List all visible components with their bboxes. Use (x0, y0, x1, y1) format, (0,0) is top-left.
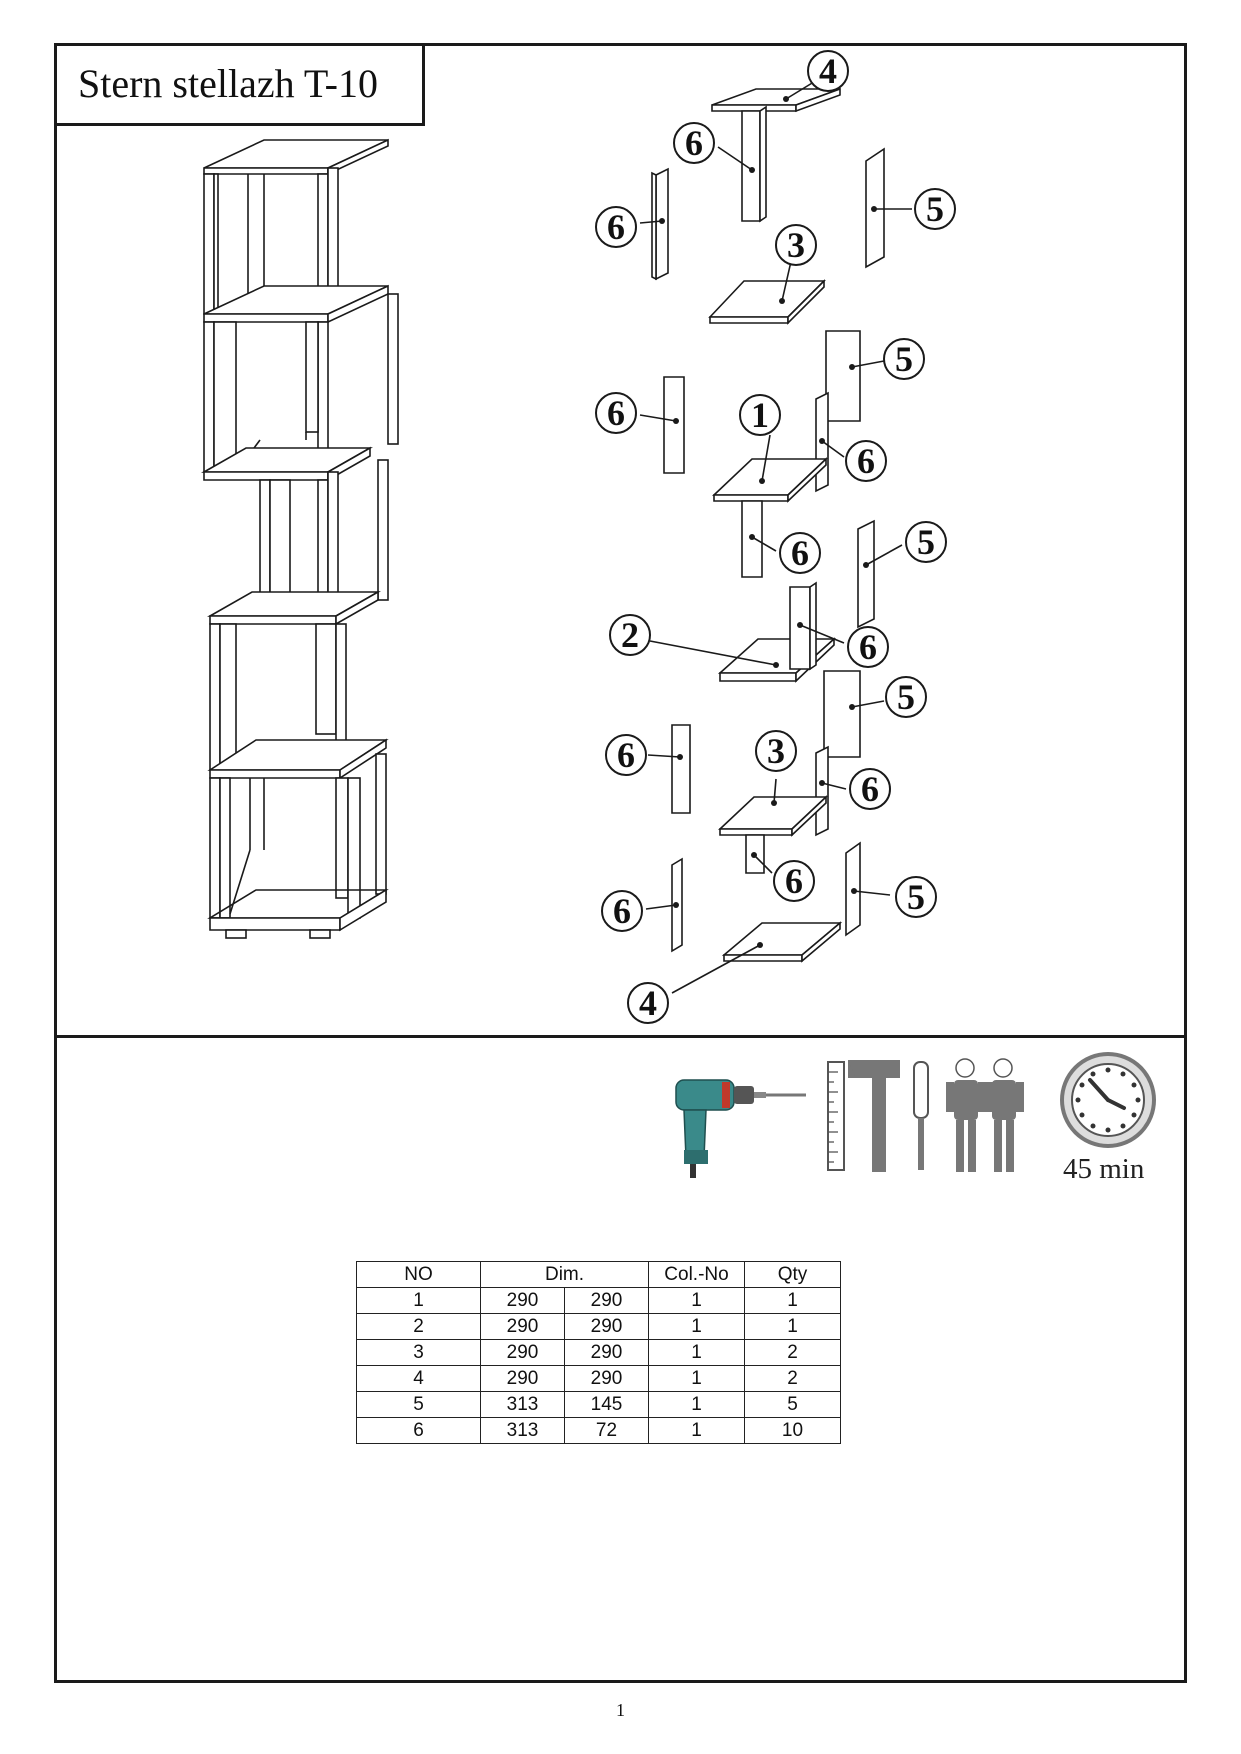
callout-label: 3 (787, 225, 805, 265)
parts-table (356, 1261, 841, 1444)
callout-label: 2 (621, 615, 639, 655)
cell-qty: 1 (745, 1288, 841, 1314)
table-row (357, 1392, 841, 1418)
page-number: 1 (616, 1700, 625, 1720)
cell-col-no: 1 (649, 1392, 745, 1418)
hammer-icon (848, 1060, 900, 1172)
cell-col-no: 1 (649, 1340, 745, 1366)
table-header-row (357, 1262, 841, 1288)
table-row (357, 1314, 841, 1340)
cell-dim-1: 290 (481, 1314, 565, 1340)
part-callouts (560, 45, 980, 1030)
callout-label: 6 (617, 735, 635, 775)
header-no: NO (357, 1262, 481, 1288)
cell-dim-2: 290 (565, 1314, 649, 1340)
ruler-icon (828, 1062, 844, 1170)
cell-no: 2 (357, 1314, 481, 1340)
callout-label: 5 (907, 877, 925, 917)
callout-label: 4 (819, 51, 837, 91)
document-title: Stern stellazh T-10 (78, 60, 378, 106)
callout-label: 6 (607, 393, 625, 433)
cell-qty: 2 (745, 1366, 841, 1392)
cell-dim-2: 290 (565, 1340, 649, 1366)
table-row (357, 1340, 841, 1366)
header-dim: Dim. (481, 1262, 649, 1288)
cell-no: 1 (357, 1288, 481, 1314)
callout-label: 6 (861, 769, 879, 809)
cell-dim-1: 290 (481, 1366, 565, 1392)
callout-label: 6 (785, 861, 803, 901)
cell-qty: 2 (745, 1340, 841, 1366)
cell-col-no: 1 (649, 1288, 745, 1314)
callout-label: 6 (857, 441, 875, 481)
table-row (357, 1288, 841, 1314)
screwdriver-icon (914, 1062, 928, 1170)
cell-qty: 1 (745, 1314, 841, 1340)
cell-col-no: 1 (649, 1314, 745, 1340)
clock-icon (1062, 1054, 1154, 1146)
callout-label: 5 (897, 677, 915, 717)
callout-label: 5 (895, 339, 913, 379)
cell-dim-1: 290 (481, 1340, 565, 1366)
cell-dim-2: 290 (565, 1366, 649, 1392)
cell-no: 5 (357, 1392, 481, 1418)
title-box (54, 43, 425, 126)
callout-label: 5 (926, 189, 944, 229)
header-col-no: Col.-No (649, 1262, 745, 1288)
callout-label: 3 (767, 731, 785, 771)
cell-qty: 10 (745, 1418, 841, 1444)
callout-label: 6 (613, 891, 631, 931)
cell-dim-2: 290 (565, 1288, 649, 1314)
two-persons-icon (946, 1059, 1024, 1172)
callout-label: 6 (859, 627, 877, 667)
cell-dim-1: 290 (481, 1288, 565, 1314)
cell-col-no: 1 (649, 1366, 745, 1392)
cell-col-no: 1 (649, 1418, 745, 1444)
assembled-shelf-drawing (190, 130, 430, 1030)
cell-no: 4 (357, 1366, 481, 1392)
callout-label: 6 (607, 207, 625, 247)
cell-qty: 5 (745, 1392, 841, 1418)
callout-label: 5 (917, 522, 935, 562)
cell-dim-2: 72 (565, 1418, 649, 1444)
callout-label: 6 (791, 533, 809, 573)
cell-no: 3 (357, 1340, 481, 1366)
cell-dim-2: 145 (565, 1392, 649, 1418)
cell-dim-1: 313 (481, 1392, 565, 1418)
callout-label: 4 (639, 983, 657, 1023)
assembly-duration: 45 min (1063, 1153, 1145, 1185)
cell-dim-1: 313 (481, 1418, 565, 1444)
header-qty: Qty (745, 1262, 841, 1288)
cell-no: 6 (357, 1418, 481, 1444)
callout-label: 6 (685, 123, 703, 163)
table-row (357, 1418, 841, 1444)
section-divider (54, 1035, 1187, 1038)
callout-label: 1 (751, 395, 769, 435)
table-row (357, 1366, 841, 1392)
drill-icon (676, 1080, 806, 1178)
